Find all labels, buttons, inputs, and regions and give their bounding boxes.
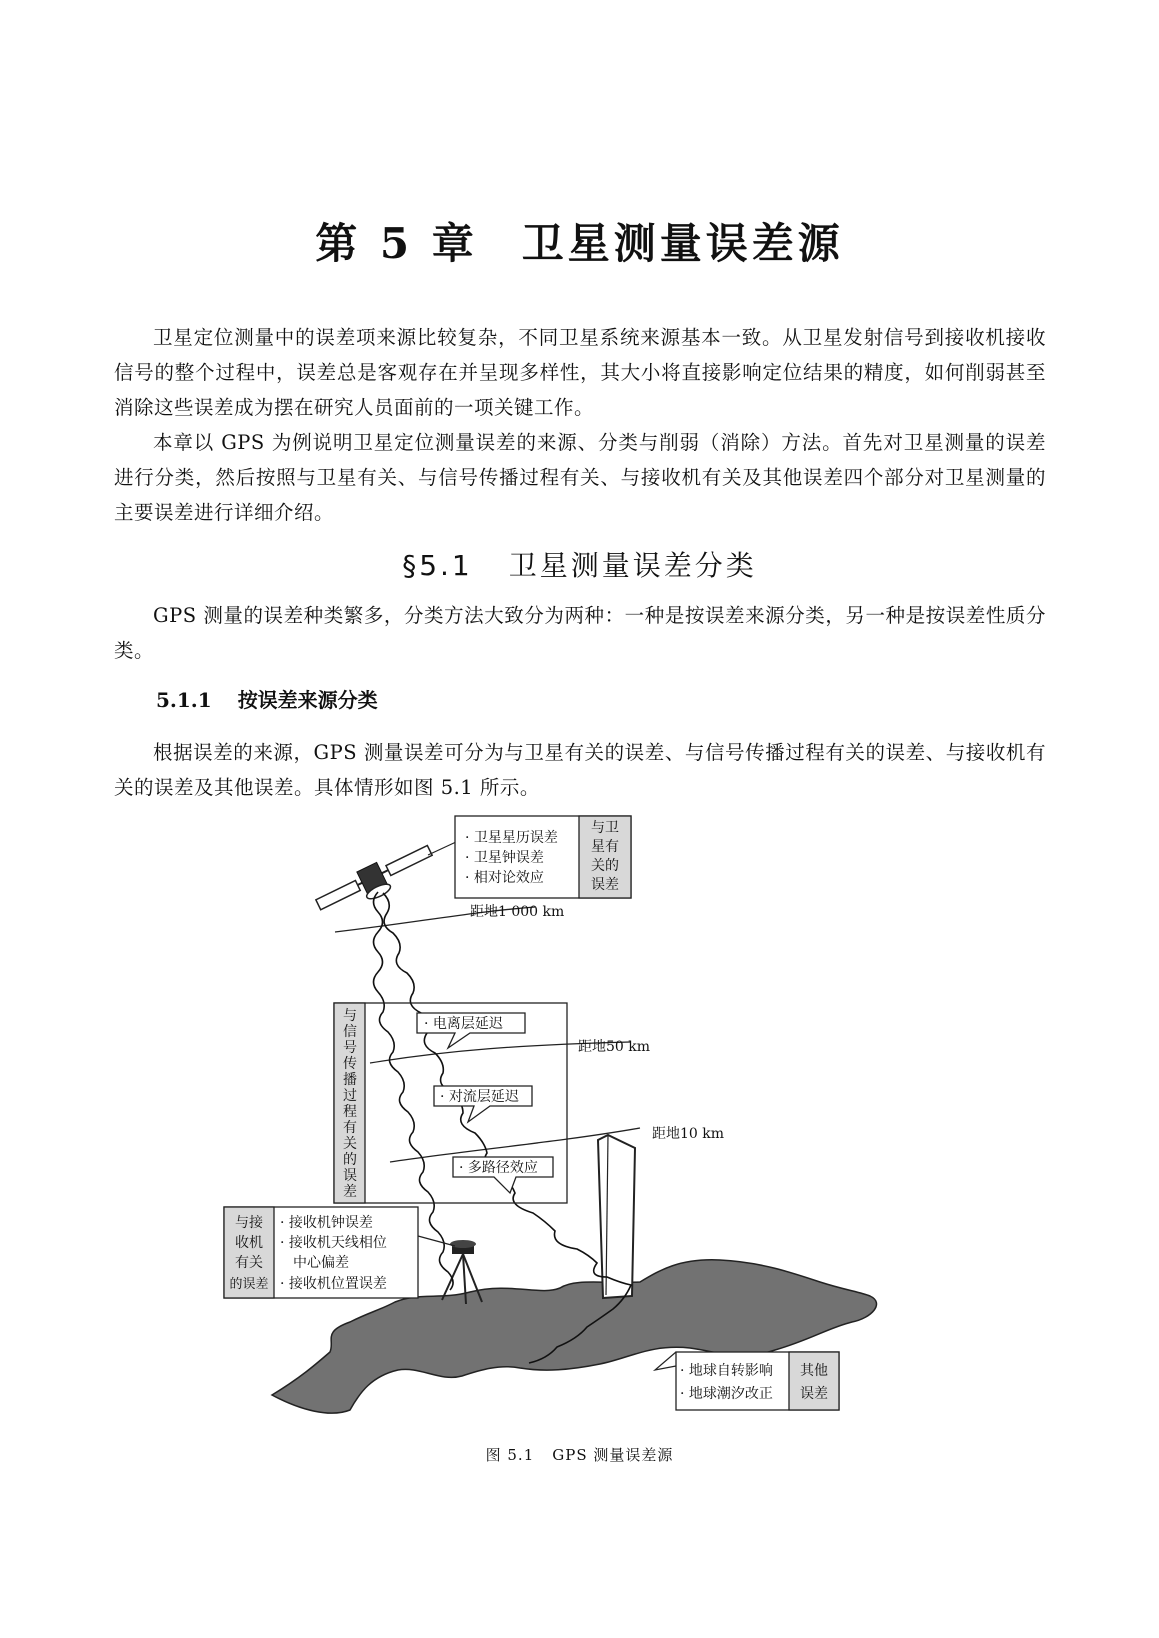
receiver-item-1: · 接收机钟误差 (280, 1215, 373, 1231)
receiver-category-line-4: 的误差 (229, 1277, 269, 1292)
chapter-number: 第 5 章 (315, 219, 478, 268)
satellite-item-1: · 卫星星历误差 (465, 830, 558, 846)
propagation-char-5: 播 (343, 1072, 357, 1088)
receiver-category-line-3: 有关 (235, 1255, 263, 1271)
receiver-category-line-2: 收机 (235, 1235, 263, 1251)
section-paragraph: GPS 测量的误差种类繁多，分类方法大致分为两种：一种是按误差来源分类，另一种是按误差性质分类。 (114, 604, 1046, 662)
altitude-label-10km: 距地10 km (652, 1126, 725, 1142)
section-name: 卫星测量误差分类 (508, 549, 757, 582)
receiver-pointer (418, 1236, 455, 1246)
ionosphere-delay-label: · 电离层延迟 (424, 1016, 503, 1032)
propagation-category-label (343, 1008, 357, 1200)
satellite-category-line-1: 与卫 (591, 820, 619, 836)
receiver-item-2: · 接收机天线相位 (280, 1235, 387, 1251)
propagation-char-6: 过 (343, 1088, 357, 1104)
intro-paragraph-2: 本章以 GPS 为例说明卫星定位测量误差的来源、分类与削弱（消除）方法。首先对卫星测量的误差进行分类，然后按照与卫星有关、与信号传播过程有关、与接收机有关及其他误差四个部分对卫星测量的主要误差进行详细介绍。 (114, 431, 1046, 524)
receiver-item-2-cont: 中心偏差 (293, 1255, 349, 1271)
propagation-char-2: 信 (343, 1024, 357, 1040)
troposphere-delay-label: · 对流层延迟 (440, 1089, 519, 1105)
other-category-line-2: 误差 (800, 1386, 828, 1402)
figure-number: 图 5.1 (485, 1446, 535, 1464)
propagation-char-8: 有 (343, 1120, 357, 1136)
receiver-item-3: · 接收机位置误差 (280, 1276, 387, 1292)
subsection-paragraph: 根据误差的来源，GPS 测量误差可分为与卫星有关的误差、与信号传播过程有关的误差、与接收机有关的误差及其他误差。具体情形如图 5.1 所示。 (114, 741, 1046, 799)
altitude-label-50km: 距地50 km (578, 1039, 651, 1055)
other-category-line-1: 其他 (800, 1363, 828, 1379)
section-number: §5.1 (402, 549, 473, 582)
propagation-char-9: 关 (343, 1136, 357, 1152)
satellite-category-line-4: 误差 (591, 877, 619, 893)
propagation-char-7: 程 (343, 1104, 357, 1120)
propagation-char-11: 误 (343, 1168, 357, 1184)
propagation-char-12: 差 (343, 1184, 357, 1200)
subsection-name: 按误差来源分类 (237, 688, 378, 712)
subsection-number: 5.1.1 (156, 688, 212, 712)
intro-paragraph-1: 卫星定位测量中的误差项来源比较复杂，不同卫星系统来源基本一致。从卫星发射信号到接收机接收信号的整个过程中，误差总是客观存在并呈现多样性，其大小将直接影响定位结果的精度，如何削弱甚至消除这些误差成为摆在研究人员面前的一项关键工作。 (114, 326, 1046, 419)
satellite-category-line-3: 关的 (591, 858, 619, 874)
other-item-2: · 地球潮汐改正 (680, 1386, 773, 1402)
satellite-item-2: · 卫星钟误差 (465, 850, 544, 866)
figure-caption-text: GPS 测量误差源 (552, 1446, 674, 1464)
satellite-category-line-2: 星有 (591, 839, 619, 855)
altitude-label-1000km: 距地1 000 km (470, 904, 565, 920)
propagation-char-4: 传 (343, 1056, 357, 1072)
propagation-char-3: 号 (343, 1040, 357, 1056)
figure-caption (0, 1444, 1159, 1465)
propagation-char-1: 与 (343, 1008, 357, 1024)
receiver-category-line-1: 与接 (235, 1215, 263, 1231)
propagation-char-10: 的 (343, 1152, 357, 1168)
other-error-pointer (655, 1352, 676, 1370)
satellite-pointer (428, 842, 456, 855)
chapter-name: 卫星测量误差源 (521, 219, 844, 268)
building (598, 1135, 635, 1298)
other-item-1: · 地球自转影响 (680, 1363, 773, 1379)
multipath-effect-label: · 多路径效应 (459, 1160, 538, 1176)
satellite-item-3: · 相对论效应 (465, 870, 544, 886)
